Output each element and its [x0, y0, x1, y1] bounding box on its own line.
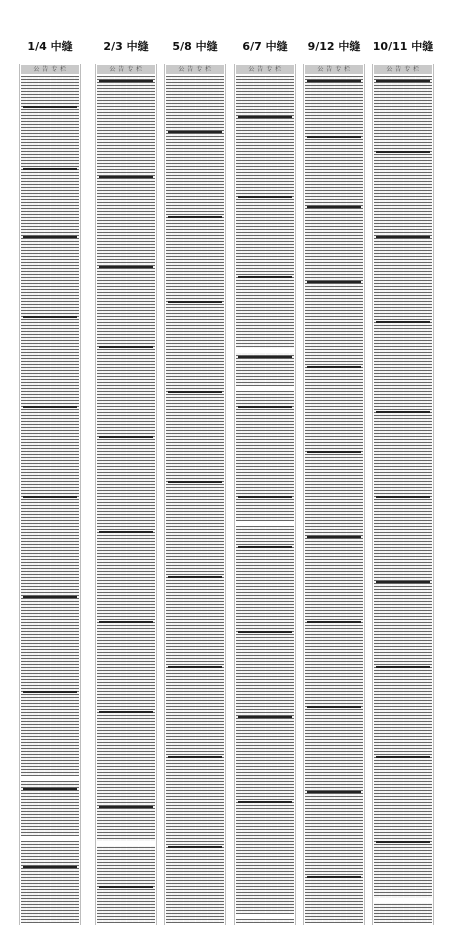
strip-text-block	[21, 76, 79, 923]
announcement-strip-10-11	[372, 64, 434, 925]
strip-text-block	[236, 76, 294, 923]
strip-text-block	[166, 76, 224, 923]
announcement-strip-2-3	[95, 64, 157, 925]
announcement-strip-6-7	[234, 64, 296, 925]
column-title-1-4: 1/4 中缝	[27, 40, 73, 53]
strip-header: 公 告 专 栏	[374, 65, 432, 74]
strip-header: 公 告 专 栏	[21, 65, 79, 74]
announcement-strip-5-8	[164, 64, 226, 925]
strip-text-block	[305, 76, 363, 923]
column-title-9-12: 9/12 中缝	[307, 40, 361, 53]
announcement-strip-9-12	[303, 64, 365, 925]
column-title-5-8: 5/8 中缝	[172, 40, 218, 53]
column-title-6-7: 6/7 中缝	[242, 40, 288, 53]
strip-header: 公 告 专 栏	[166, 65, 224, 74]
column-title-2-3: 2/3 中缝	[103, 40, 149, 53]
strip-text-block	[97, 76, 155, 923]
strip-header: 公 告 专 栏	[305, 65, 363, 74]
strip-header: 公 告 专 栏	[236, 65, 294, 74]
strip-text-block	[374, 76, 432, 923]
strip-header: 公 告 专 栏	[97, 65, 155, 74]
announcement-strip-1-4	[19, 64, 81, 925]
column-title-10-11: 10/11 中缝	[372, 40, 434, 53]
